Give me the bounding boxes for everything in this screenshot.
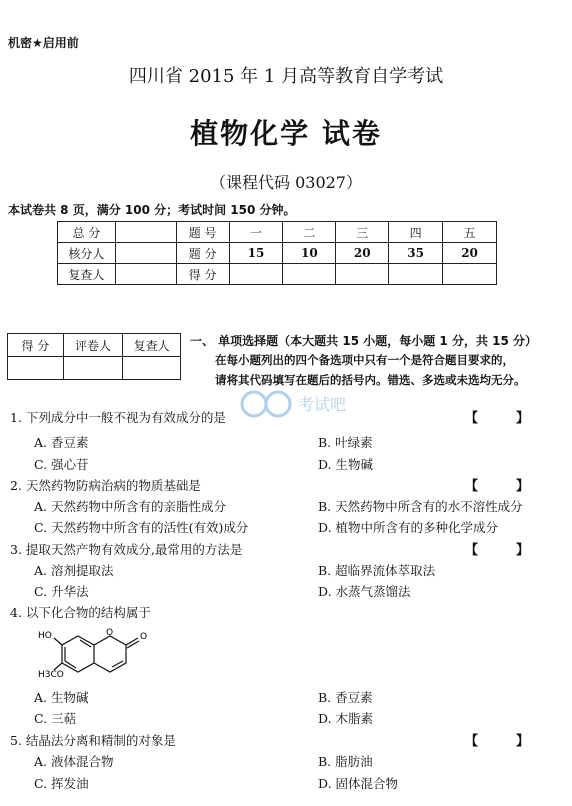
grader-header-cell: 复查人 [123, 334, 181, 357]
grader-header-cell: 评卷人 [63, 334, 123, 357]
option-a: A. 溶剂提取法 [34, 563, 114, 578]
score-cell: 复查人 [58, 264, 116, 285]
section-heading: 一、 单项选择题（本大题共 15 小题，每小题 1 分，共 15 分） [190, 334, 537, 348]
score-cell: 20 [443, 243, 497, 264]
option-d: D. 木脂素 [318, 711, 374, 726]
option-d: D. 水蒸气蒸馏法 [318, 584, 411, 599]
score-cell: 20 [336, 243, 389, 264]
score-cell[interactable] [283, 264, 336, 285]
bracket-close: 】 [516, 734, 530, 749]
option-d: D. 固体混合物 [318, 776, 399, 791]
subject-title: 植物化学 试卷 [190, 117, 382, 150]
grader-table [7, 333, 181, 380]
section-instruction: 在每小题列出的四个备选项中只有一个是符合题目要求的， [215, 353, 514, 367]
exam-title: 四川省 2015 年 1 月高等教育自学考试 [128, 66, 444, 87]
option-a: A. 生物碱 [34, 690, 89, 705]
option-a: A. 天然药物中所含有的亲脂性成分 [34, 499, 226, 514]
bracket-open: 【 [465, 479, 479, 494]
option-b: B. 叶绿素 [318, 435, 373, 450]
score-cell: 五 [443, 222, 497, 243]
score-cell: 总 分 [58, 222, 116, 243]
option-c: C. 三萜 [34, 711, 77, 726]
score-cell: 一 [229, 222, 283, 243]
answer-bracket[interactable] [465, 475, 529, 494]
exam-notes: 本试卷共 8 页，满分 100 分；考试时间 150 分钟。 [8, 203, 296, 217]
grader-header-cell: 得 分 [8, 334, 64, 357]
score-cell: 10 [283, 243, 336, 264]
bracket-close: 】 [516, 543, 530, 558]
option-c: C. 升华法 [34, 584, 89, 599]
score-cell[interactable] [443, 264, 497, 285]
score-table-row [58, 222, 497, 243]
grader-entry-cell[interactable] [63, 357, 123, 380]
bracket-open: 【 [465, 411, 479, 426]
option-a: A. 香豆素 [34, 435, 89, 450]
question-stem: 4. 以下化合物的结构属于 [10, 605, 151, 620]
bracket-close: 】 [516, 479, 530, 494]
score-cell: 三 [336, 222, 389, 243]
answer-bracket[interactable] [465, 407, 529, 426]
score-cell[interactable] [115, 264, 176, 285]
bracket-open: 【 [465, 734, 479, 749]
score-cell: 题 分 [176, 243, 229, 264]
score-cell: 题 号 [176, 222, 229, 243]
answer-bracket[interactable] [465, 539, 529, 558]
structure-label-o-ring: O [106, 628, 114, 638]
score-cell: 核分人 [58, 243, 116, 264]
section-instruction: 请将其代码填写在题后的括号内。错选、多选或未选均无分。 [215, 373, 526, 387]
score-table-row [58, 264, 497, 285]
score-cell[interactable] [229, 264, 283, 285]
option-a: A. 液体混合物 [34, 754, 114, 769]
watermark-logo [236, 386, 366, 422]
question-stem: 3. 提取天然产物有效成分,最常用的方法是 [10, 542, 243, 557]
question-stem: 1. 下列成分中一般不视为有效成分的是 [10, 410, 226, 425]
score-cell[interactable] [115, 222, 176, 243]
structure-label-meo: H3CO [38, 670, 64, 680]
score-table-row [58, 243, 497, 264]
score-cell: 四 [389, 222, 443, 243]
grader-entry-cell[interactable] [123, 357, 181, 380]
score-cell[interactable] [336, 264, 389, 285]
score-cell: 二 [283, 222, 336, 243]
bracket-close: 】 [516, 411, 530, 426]
option-b: B. 天然药物中所含有的水不溶性成分 [318, 499, 523, 514]
question-stem: 2. 天然药物防病治病的物质基础是 [10, 478, 201, 493]
grader-header-row [8, 334, 181, 357]
score-cell[interactable] [115, 243, 176, 264]
watermark-text: 考试吧 [298, 395, 347, 414]
course-code: （课程代码 03027） [210, 173, 362, 192]
score-cell: 15 [229, 243, 283, 264]
option-b: B. 超临界流体萃取法 [318, 563, 436, 578]
option-b: B. 香豆素 [318, 690, 373, 705]
score-cell[interactable] [389, 264, 443, 285]
grader-entry-row [8, 357, 181, 380]
score-cell: 35 [389, 243, 443, 264]
answer-bracket[interactable] [465, 730, 529, 749]
structure-label-ho: HO [38, 631, 52, 641]
structure-label-o-carbonyl: O [140, 632, 148, 642]
option-c: C. 挥发油 [34, 776, 89, 791]
bracket-open: 【 [465, 543, 479, 558]
option-b: B. 脂肪油 [318, 754, 373, 769]
option-c: C. 强心苷 [34, 457, 89, 472]
option-d: D. 植物中所含有的多种化学成分 [318, 520, 499, 535]
score-cell: 得 分 [176, 264, 229, 285]
question-stem: 5. 结晶法分离和精制的对象是 [10, 733, 176, 748]
grader-entry-cell[interactable] [8, 357, 64, 380]
confidential-label: 机密★启用前 [8, 36, 79, 50]
option-d: D. 生物碱 [318, 457, 374, 472]
chemical-structure [38, 624, 168, 680]
score-table [57, 221, 497, 285]
option-c: C. 天然药物中所含有的活性(有效)成分 [34, 520, 249, 535]
